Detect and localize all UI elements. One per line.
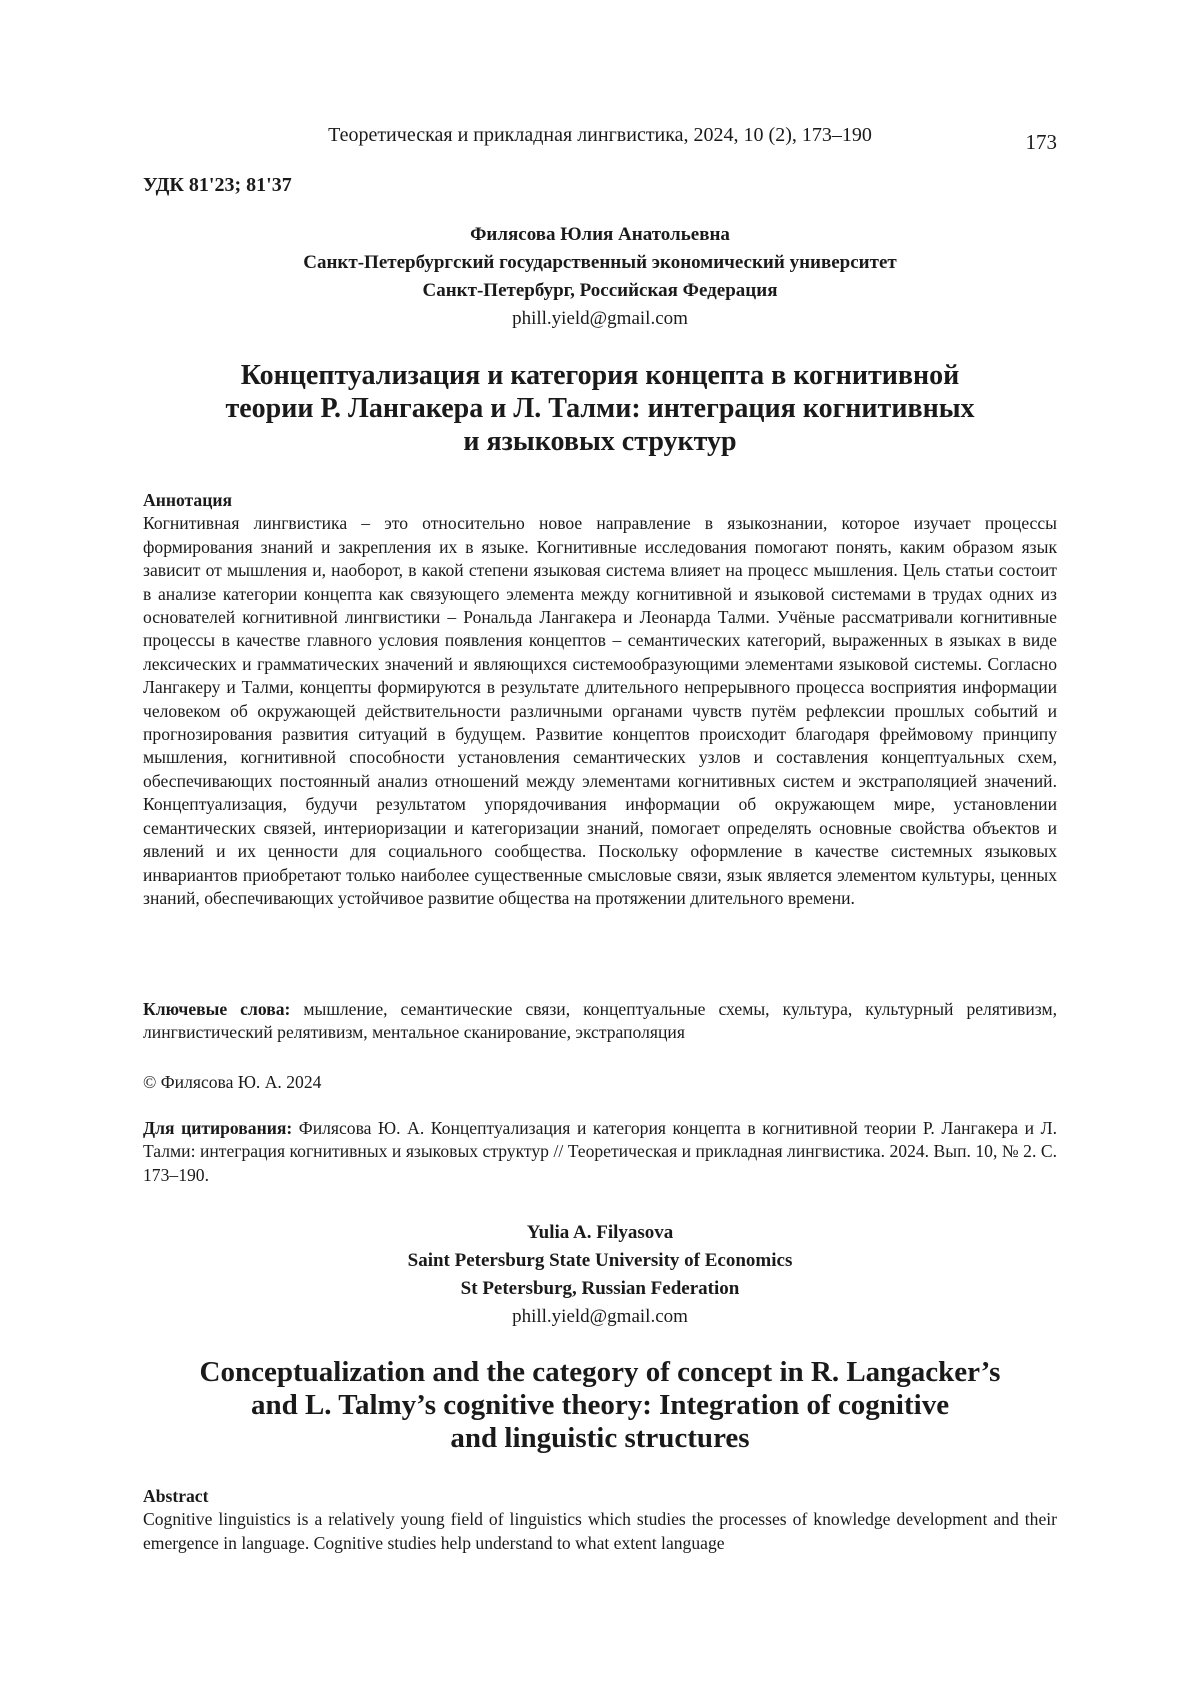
- abstract-ru: [143, 489, 1057, 910]
- author-location-ru: Санкт-Петербург, Российская Федерация: [422, 280, 778, 301]
- copyright: [143, 1071, 1057, 1094]
- author-name-ru: Филясова Юлия Анатольевна: [470, 224, 730, 245]
- author-block-en: [143, 1219, 1057, 1331]
- abstract-en-heading: Abstract: [143, 1486, 209, 1506]
- citation-label: Для цитирования:: [143, 1118, 293, 1138]
- keywords-ru: [143, 998, 1057, 1045]
- author-email-ru: phill.yield@gmail.com: [512, 308, 688, 329]
- keywords-ru-text: мышление, семантические связи, концептуальные схемы, культура, культурный релятивизм, лингвистический релятивизм, ментальное сканирование, экстраполяция: [143, 999, 1057, 1043]
- udc-code: УДК 81'23; 81'37: [143, 174, 292, 196]
- title-ru-line-2: теории Р. Лангакера и Л. Талми: интеграция когнитивных: [225, 393, 975, 424]
- abstract-en-text: Cognitive linguistics is a relatively young field of linguistics which studies the processes of knowledge development and their emergence in language. Cognitive studies help understand to what extent language: [143, 1509, 1057, 1553]
- abstract-ru-text: Когнитивная лингвистика – это относительно новое направление в языкознании, которое изучает процессы формирования знаний и закрепления их в языке. Когнитивные исследования помогают понять, каким образом язык зависит от мышления и, наоборот, в какой степени языковая система влияет на процесс мышления. Цель статьи состоит в анализе категории концепта как связующего элемента между когнитивной и языковой системами в трудах одних из основателей когнитивной лингвистики – Рональда Лангакера и Леонарда Талми. Учёные рассматривали когнитивные процессы в качестве главного условия появления концептов – семантических категорий, выраженных в языках в виде лексических и грамматических значений и являющихся системообразующими элементами языковой системы. Согласно Лангакеру и Талми, концепты формируются в результате длительного непрерывного процесса восприятия информации человеком об окружающей действительности различными органами чувств путём рефлексии прошлых событий и прогнозирования развития ситуаций в будущем. Развитие концептов происходит благодаря фреймовому принципу мышления, когнитивной способности установления семантических узлов и составления концептуальных схем, обеспечивающих постоянный анализ отношений между элементами когнитивных систем и экстраполяцией значений. Концептуализация, будучи результатом упорядочивания информации об окружающем мире, установлении семантических связей, интериоризации и категоризации знаний, помогает определять основные свойства объектов и явлений и их ценности для социального сообщества. Поскольку оформление в качестве системных языковых инвариантов приобретают только наиболее существенные смысловые связи, язык является элементом культуры, ценных знаний, обеспечивающих устойчивое развитие общества на протяжении длительного времени.: [143, 513, 1057, 908]
- citation: [143, 1117, 1057, 1187]
- title-en-line-2: and L. Talmy’s cognitive theory: Integration of cognitive: [250, 1389, 950, 1421]
- keywords-ru-label: Ключевые слова:: [143, 999, 291, 1019]
- page-number: 173: [1025, 130, 1057, 154]
- author-name-en: Yulia A. Filyasova: [526, 1222, 674, 1243]
- author-affiliation-en: Saint Petersburg State University of Economics: [407, 1250, 793, 1271]
- author-location-en: St Petersburg, Russian Federation: [460, 1278, 740, 1299]
- citation-text: Филясова Ю. А. Концептуализация и категория концепта в когнитивной теории Р. Лангакера и Л. Талми: интеграция когнитивных и языковых структур // Теоретическая и прикладная лингвистика. 2024. Вып. 10, № 2. С. 173–190.: [143, 1118, 1057, 1185]
- article-title-ru: [143, 359, 1057, 458]
- copyright-text: © Филясова Ю. А. 2024: [143, 1072, 322, 1092]
- author-affiliation-ru: Санкт-Петербургский государственный экономический университет: [303, 252, 897, 273]
- running-head: Теоретическая и прикладная лингвистика, 2024, 10 (2), 173–190: [328, 124, 872, 146]
- title-ru-line-3: и языковых структур: [463, 426, 737, 457]
- article-title-en: [143, 1356, 1057, 1455]
- abstract-en: [143, 1485, 1057, 1555]
- title-ru-line-1: Концептуализация и категория концепта в когнитивной: [240, 360, 960, 391]
- author-block-ru: [143, 221, 1057, 333]
- abstract-ru-heading: Аннотация: [143, 490, 232, 510]
- title-en-line-3: and linguistic structures: [450, 1422, 750, 1454]
- author-email-en: phill.yield@gmail.com: [512, 1306, 688, 1327]
- title-en-line-1: Conceptualization and the category of concept in R. Langacker’s: [199, 1356, 1001, 1388]
